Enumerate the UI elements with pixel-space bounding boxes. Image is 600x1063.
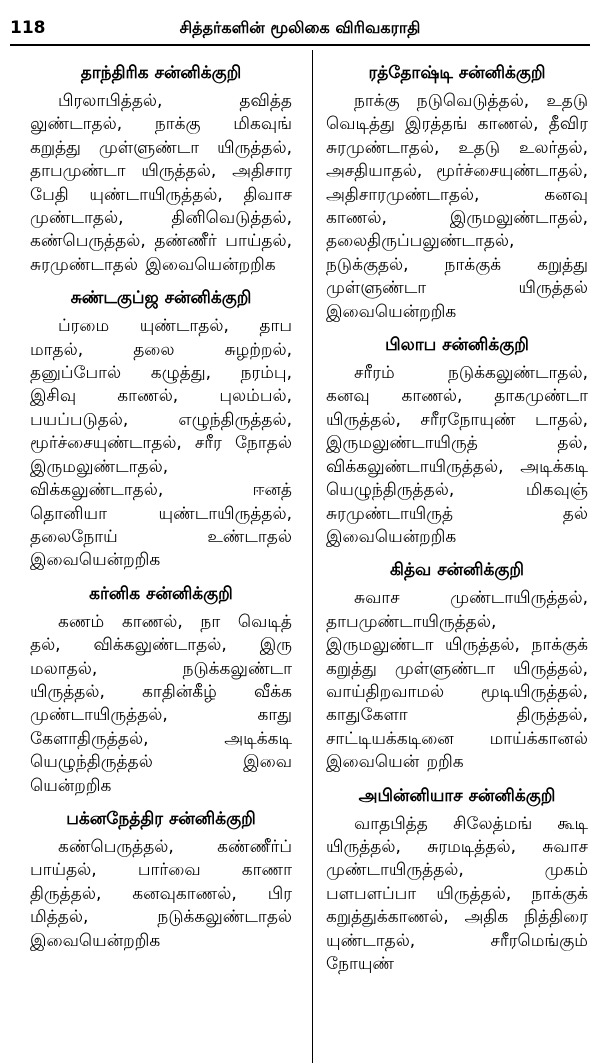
column-divider bbox=[312, 50, 313, 1063]
left-column bbox=[30, 60, 292, 1063]
right-column bbox=[326, 60, 588, 1063]
entry-abinniyaasa bbox=[326, 783, 588, 977]
section-heading: அபின்னியாச சன்னிக்குறி bbox=[358, 785, 556, 806]
section-body: வாதபித்த சிலேத்மங் கூடி யிருத்தல், சுரமடித்தல், சுவாச முண்டாயிருத்தல், முகம் பளபளப்பா யிருத்தல், நாக்குக் கறுத்துக்காணல், அதிக நித்திரை யுண்டாதல், சரீரமெங்கும் நோயுண் bbox=[326, 813, 588, 974]
section-body: கணம் காணல், நா வெடித் தல், விக்கலுண்டாதல், இரு மலாதல், நடுக்கலுண்டா யிருத்தல், காதின்கீழ் வீக்க முண்டாயிருத்தல், காது கேளாதிருத்தல், அடிக்கடி யெழுந்திருத்தல் இவை யென்றறிக bbox=[30, 611, 292, 796]
section-heading: பக்னநேத்திர சன்னிக்குறி bbox=[66, 808, 256, 829]
section-heading: கித்வ சன்னிக்குறி bbox=[390, 560, 524, 581]
entry-kithva bbox=[326, 557, 588, 774]
entry-karnika bbox=[30, 581, 292, 798]
section-heading: சுண்டகுப்ஜ சன்னிக்குறி bbox=[70, 288, 252, 309]
section-body: ப்ரமை யுண்டாதல், தாப மாதல், தலை சுழற்றல், தனுப்போல் கழுத்து, நரம்பு, இசிவு காணல், புலம்பல், பயப்படுதல், எழுந்திருத்தல், மூர்ச்சையுண்டாதல், சரீர நோதல் இருமலுண்டாதல், விக்கலுண்டாதல், ஈனத் தொனியா யுண்டாயிருத்தல், தலைநோய் உண்டாதல் இவையென்றறிக bbox=[30, 316, 292, 571]
entry-rathoshti bbox=[326, 60, 588, 324]
section-body: நாக்கு நடுவெடுத்தல், உதடு வெடித்து இரத்தங் காணல், தீவிர சுரமுண்டாதல், உதடு உலர்தல், அசதியாதல், மூர்ச்சையுண்டாதல், அதிசாரமுண்டாதல், கனவு காணல், இருமலுண்டாதல், தலைதிருப்பலுண்டாதல், நடுக்குதல், நாக்குக் கறுத்து முள்ளுண்டா யிருத்தல் இவையென்றறிக bbox=[326, 91, 588, 322]
running-title: சித்தர்களின் மூலிகை விரிவகராதி bbox=[179, 18, 421, 37]
section-heading: தாந்திரிக சன்னிக்குறி bbox=[80, 63, 242, 83]
entry-bagnanethira bbox=[30, 806, 292, 953]
entry-pilaapa bbox=[326, 332, 588, 549]
section-heading: பிலாப சன்னிக்குறி bbox=[385, 335, 529, 356]
section-body: பிரலாபித்தல், தவித்த லுண்டாதல், நாக்கு மிகவுங் கறுத்து முள்ளுண்டா யிருத்தல், தாபமுண்டா யிருத்தல், அதிசார பேதி யுண்டாயிருத்தல், திவாச முண்டாதல், தினிவெடுத்தல், கண்பெருத்தல், தண்ணீர் பாய்தல், சுரமுண்டாதல் இவையென்றறிக bbox=[30, 91, 292, 275]
section-body: கண்பெருத்தல், கண்ணீர்ப் பாய்தல், பார்வை காணா திருத்தல், கனவுகாணல், பிர மித்தல், நடுக்கலுண்டாதல் இவையென்றறிக bbox=[30, 836, 292, 951]
entry-sundakubja bbox=[30, 285, 292, 572]
section-heading: ரத்தோஷ்டி சன்னிக்குறி bbox=[368, 63, 546, 83]
page-header bbox=[10, 14, 590, 46]
entry-thanthirika bbox=[30, 60, 292, 277]
page-number: 118 bbox=[10, 18, 46, 38]
section-heading: கர்னிக சன்னிக்குறி bbox=[89, 583, 233, 604]
section-body: சுவாச முண்டாயிருத்தல், தாபமுண்டாயிருத்தல், இருமலுண்டா யிருத்தல், நாக்குக் கறுத்து முள்ளுண்டா யிருத்தல், வாய்திறவாமல் மூடியிருத்தல், காதுகேளா திருத்தல், சாட்டியக்கடினை மாய்க்கானல் இவையென் றறிக bbox=[326, 588, 588, 773]
section-body: சரீரம் நடுக்கலுண்டாதல், கனவு காணல், தாகமுண்டா யிருத்தல், சரீரநோயுண் டாதல், இருமலுண்டாயிருத் தல், விக்கலுண்டாயிருத்தல், அடிக்கடி யெழுந்திருத்தல், மிகவுஞ் சுரமுண்டாயிருத் தல் இவையென்றறிக bbox=[326, 363, 588, 547]
